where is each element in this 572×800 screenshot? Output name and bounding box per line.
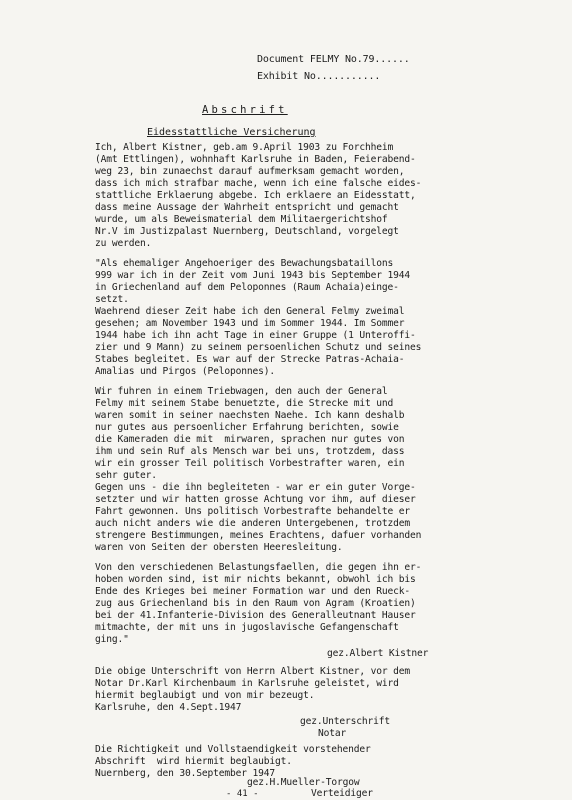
text-line: waren von Seiten der obersten Heeresleitung. xyxy=(95,542,343,553)
text-line: Waehrend dieser Zeit habe ich den General Felmy zweimal xyxy=(95,306,405,317)
text-line: bei der 41.Infanterie-Division des Generalleutnant Hauser xyxy=(95,610,416,621)
text-line: Wir fuhren in einem Triebwagen, den auch der General xyxy=(95,386,388,397)
document-subtitle: Eidesstattliche Versicherung xyxy=(147,127,316,138)
text-line: Die Richtigkeit und Vollstaendigkeit vorstehender xyxy=(95,744,371,755)
text-line: sehr guter. xyxy=(95,470,157,481)
notary-signature: gez.Unterschrift xyxy=(300,716,391,727)
text-line: setzter und wir hatten grosse Achtung vor ihm, auf dieser xyxy=(95,494,416,505)
text-line: in Griechenland auf dem Peloponnes (Raum Achaia)einge- xyxy=(95,282,399,293)
text-line: auch nicht anders wie die anderen Untergebenen, trotzdem xyxy=(95,518,411,529)
text-line: stattliche Erklaerung abgebe. Ich erklaere an Eidesstatt, xyxy=(95,190,416,201)
text-line: hoben worden sind, ist mir nichts bekannt, obwohl ich bis xyxy=(95,574,416,585)
text-line: Die obige Unterschrift von Herrn Albert Kistner, vor dem xyxy=(95,666,411,677)
text-line: 1944 habe ich ihn acht Tage in einer Gruppe (1 Unteroffi- xyxy=(95,330,416,341)
text-line: Stabes begleitet. Es war auf der Strecke Patras-Achaia- xyxy=(95,354,405,365)
text-line: ging." xyxy=(95,634,129,645)
text-line: waren somit in seiner naechsten Naehe. Ich kann deshalb xyxy=(95,410,405,421)
defender-title: Verteidiger xyxy=(311,788,373,799)
text-line: Von den verschiedenen Belastungsfaellen, die gegen ihn er- xyxy=(95,562,422,573)
text-line: hiermit beglaubigt und von mir bezeugt. xyxy=(95,690,315,701)
text-line: Amalias und Pirgos (Peloponnes). xyxy=(95,366,276,377)
text-line: 999 war ich in der Zeit vom Juni 1943 bis September 1944 xyxy=(95,270,411,281)
text-line: zu werden. xyxy=(95,238,152,249)
text-line: Nuernberg, den 30.September 1947 xyxy=(95,768,276,779)
text-line: wir ein grosser Teil politisch Vorbestrafter waren, ein xyxy=(95,458,405,469)
notary-title: Notar xyxy=(318,728,347,739)
text-line: dass meine Aussage der Wahrheit entspricht und gemacht xyxy=(95,202,399,213)
text-line: Fahrt gewonnen. Uns politisch Vorbestrafte behandelte er xyxy=(95,506,411,517)
text-line: wurde, um als Beweismaterial dem Militaergerichtshof xyxy=(95,214,388,225)
text-line: zier und 9 Mann) zu seinem persoenlichen Schutz und seines xyxy=(95,342,422,353)
text-line: weg 23, bin zunaechst darauf aufmerksam gemacht worden, xyxy=(95,166,405,177)
text-line: strengere Bestimmungen, meines Erachtens, dafuer vorhanden xyxy=(95,530,422,541)
text-line: Felmy mit seinem Stabe benuetzte, die Strecke mit und xyxy=(95,398,394,409)
text-line: setzt. xyxy=(95,294,129,305)
attestor-signature: gez.H.Mueller-Torgow xyxy=(247,777,360,788)
text-line: nur gutes aus persoenlicher Erfahrung berichten, sowie xyxy=(95,422,399,433)
text-line: Notar Dr.Karl Kirchenbaum in Karlsruhe geleistet, wird xyxy=(95,678,399,689)
text-line: dass ich mich strafbar mache, wenn ich eine falsche eides- xyxy=(95,178,422,189)
text-line: mitmachte, der mit uns in jugoslavische Gefangenschaft xyxy=(95,622,399,633)
text-line: Ich, Albert Kistner, geb.am 9.April 1903 zu Forchheim xyxy=(95,142,394,153)
text-line: Gegen uns - die ihn begleiteten - war er ein guter Vorge- xyxy=(95,482,416,493)
text-line: (Amt Ettlingen), wohnhaft Karlsruhe in Baden, Feierabend- xyxy=(95,154,416,165)
document-title: Abschrift xyxy=(202,104,288,116)
page-number: - 41 - xyxy=(226,789,259,799)
text-line: "Als ehemaliger Angehoeriger des Bewachungsbataillons xyxy=(95,258,394,269)
text-line: Ende des Krieges bei meiner Formation war und den Rueck- xyxy=(95,586,411,597)
document-number-line: Document FELMY No.79...... xyxy=(257,54,410,65)
affiant-signature: gez.Albert Kistner xyxy=(327,648,429,659)
text-line: ihm und sein Ruf als Mensch war bei uns, trotzdem, dass xyxy=(95,446,405,457)
text-line: die Kameraden die mit mirwaren, sprachen nur gutes von xyxy=(95,434,405,445)
text-line: Karlsruhe, den 4.Sept.1947 xyxy=(95,702,242,713)
text-line: Abschrift wird hiermit beglaubigt. xyxy=(95,756,292,767)
text-line: gesehen; am November 1943 und im Sommer 1944. Im Sommer xyxy=(95,318,405,329)
exhibit-number-line: Exhibit No........... xyxy=(257,71,381,82)
text-line: Nr.V im Justizpalast Nuernberg, Deutschland, vorgelegt xyxy=(95,226,399,237)
text-line: zug aus Griechenland bis in den Raum von Agram (Kroatien) xyxy=(95,598,416,609)
